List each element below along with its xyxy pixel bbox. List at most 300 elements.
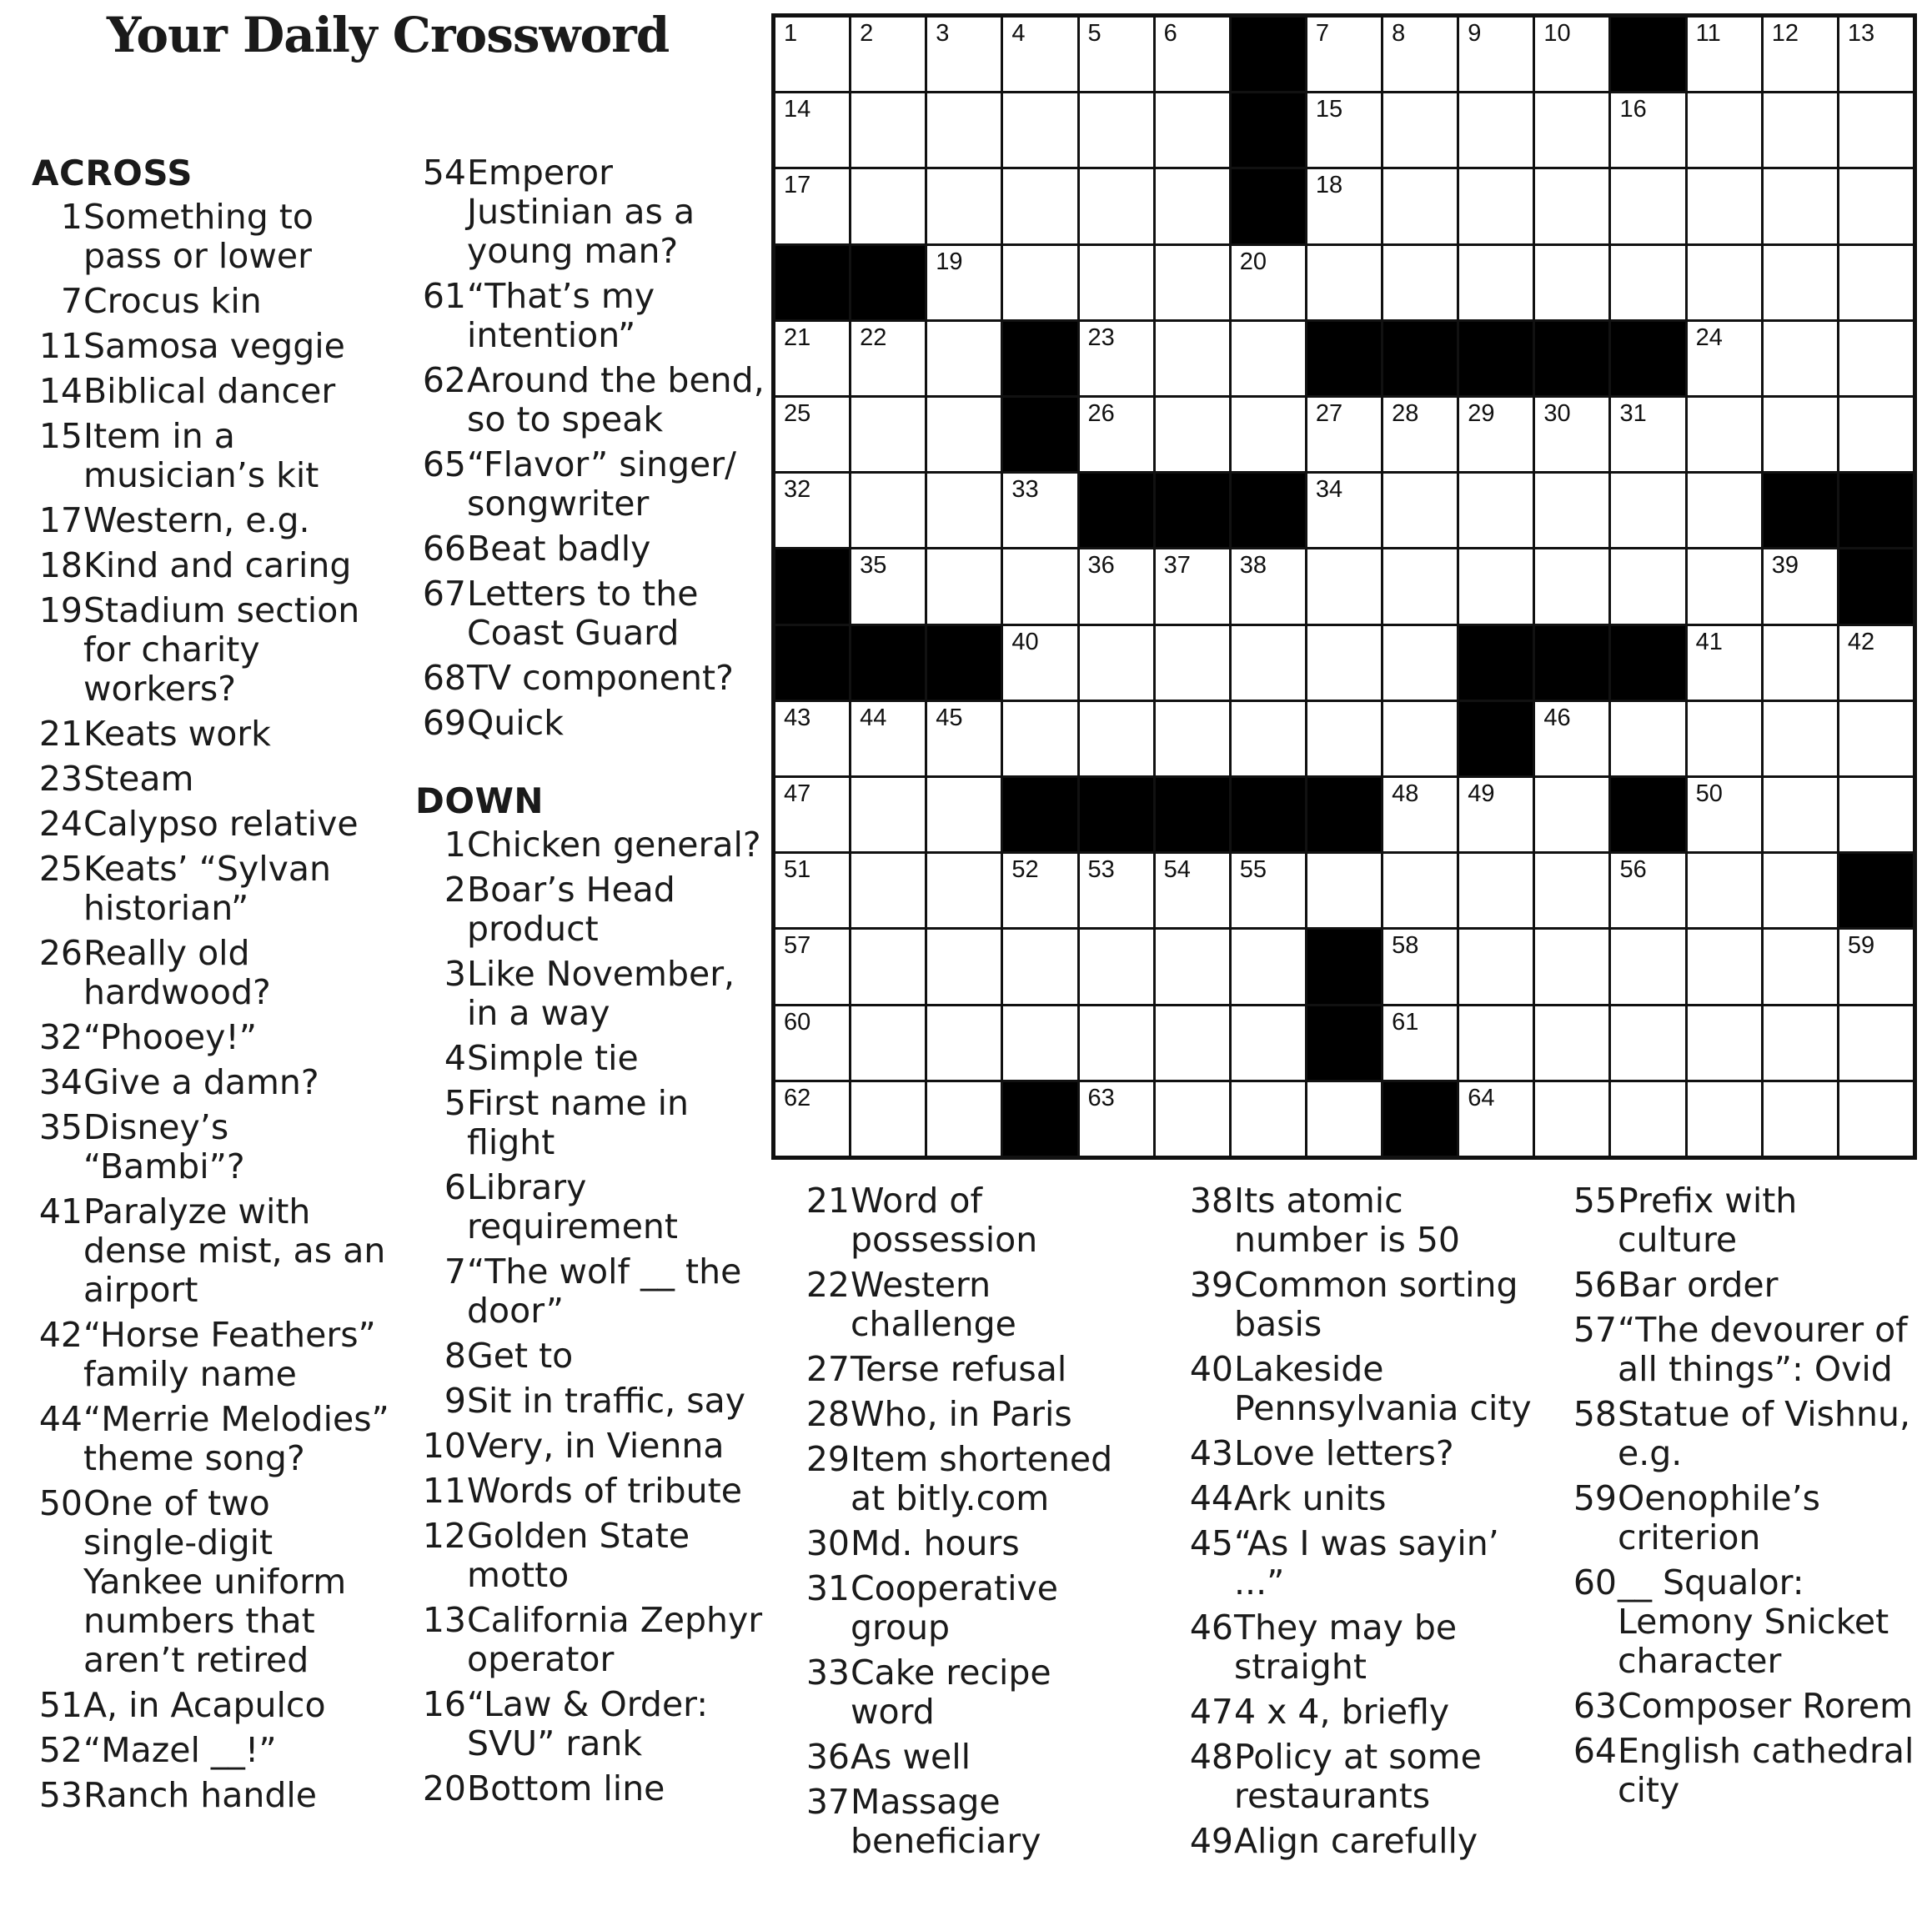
grid-cell[interactable]	[1307, 474, 1381, 547]
down-clue	[415, 1472, 765, 1511]
clue-number: 68	[422, 658, 466, 698]
grid-cell[interactable]	[1688, 930, 1761, 1003]
black-square	[927, 626, 1001, 700]
grid-cell[interactable]	[1080, 398, 1153, 471]
down-clue	[415, 1685, 765, 1763]
cell-number: 52	[1011, 856, 1039, 884]
grid-cell[interactable]	[1535, 778, 1608, 851]
grid-cell[interactable]	[1688, 322, 1761, 395]
grid-cell[interactable]	[1459, 1006, 1533, 1080]
grid-cell[interactable]	[1764, 854, 1837, 927]
grid-cell[interactable]	[1003, 702, 1076, 775]
grid-cell[interactable]	[1839, 1082, 1913, 1156]
grid-cell[interactable]	[1688, 702, 1761, 775]
grid-cell[interactable]	[775, 1082, 849, 1156]
grid-cell[interactable]	[1232, 322, 1305, 395]
across-clue	[32, 327, 390, 366]
grid-cell[interactable]	[1232, 702, 1305, 775]
grid-cell[interactable]	[1535, 1082, 1608, 1156]
grid-cell[interactable]	[1232, 930, 1305, 1003]
page-title: Your Daily Crossword	[107, 7, 670, 63]
grid-cell[interactable]	[1764, 18, 1837, 91]
black-square	[851, 626, 925, 700]
grid-cell[interactable]	[1611, 398, 1684, 471]
grid-cell[interactable]	[1688, 474, 1761, 547]
down-clue-list-a	[799, 1181, 1132, 1861]
grid-cell[interactable]	[1156, 930, 1229, 1003]
grid-cell[interactable]	[1535, 702, 1608, 775]
grid-cell[interactable]	[1003, 549, 1076, 623]
grid-cell[interactable]	[1383, 702, 1457, 775]
grid-cell[interactable]	[1688, 549, 1761, 623]
grid-cell[interactable]	[775, 1006, 849, 1080]
clue-text: Beat badly	[467, 529, 651, 569]
grid-cell[interactable]	[1307, 93, 1381, 167]
grid-cell[interactable]	[1459, 549, 1533, 623]
grid-cell[interactable]	[1535, 246, 1608, 319]
grid-cell[interactable]	[1459, 93, 1533, 167]
grid-cell[interactable]	[1383, 549, 1457, 623]
black-square	[1535, 626, 1608, 700]
grid-cell[interactable]	[1764, 93, 1837, 167]
down-clues-column-4	[1182, 1181, 1541, 1867]
down-clues-column-3	[799, 1181, 1132, 1867]
grid-cell[interactable]	[1307, 626, 1381, 700]
grid-cell[interactable]	[1080, 1082, 1153, 1156]
grid-cell[interactable]	[1080, 93, 1153, 167]
grid-cell[interactable]	[1232, 398, 1305, 471]
grid-cell[interactable]	[927, 854, 1001, 927]
black-square	[1383, 322, 1457, 395]
grid-cell[interactable]	[1003, 930, 1076, 1003]
across-clue	[32, 1192, 390, 1310]
across-clue	[415, 659, 765, 698]
grid-cell[interactable]	[1535, 854, 1608, 927]
grid-cell[interactable]	[1535, 398, 1608, 471]
grid-cell[interactable]	[1535, 930, 1608, 1003]
grid-cell[interactable]	[1688, 1082, 1761, 1156]
grid-cell[interactable]	[775, 854, 849, 927]
grid-cell[interactable]	[1383, 626, 1457, 700]
grid-cell[interactable]	[1535, 18, 1608, 91]
black-square	[775, 246, 849, 319]
grid-cell[interactable]	[1839, 1006, 1913, 1080]
grid-cell[interactable]	[1232, 1082, 1305, 1156]
grid-cell[interactable]	[1003, 18, 1076, 91]
black-square	[1383, 1082, 1457, 1156]
across-clue	[32, 591, 390, 709]
clue-number: 67	[422, 574, 466, 614]
grid-cell[interactable]	[851, 398, 925, 471]
grid-cell[interactable]	[1383, 930, 1457, 1003]
grid-cell[interactable]	[927, 169, 1001, 243]
grid-cell[interactable]	[1156, 93, 1229, 167]
grid-cell[interactable]	[927, 549, 1001, 623]
grid-cell[interactable]	[1232, 246, 1305, 319]
black-square	[1080, 474, 1153, 547]
grid-cell[interactable]	[1307, 854, 1381, 927]
grid-cell[interactable]	[1459, 854, 1533, 927]
cell-number: 40	[1011, 628, 1039, 655]
across-clue	[415, 277, 765, 355]
clue-number: 41	[38, 1191, 83, 1231]
cell-number: 10	[1543, 20, 1571, 47]
clue-number: 44	[1189, 1478, 1233, 1518]
grid-cell[interactable]	[1764, 1006, 1837, 1080]
cell-number: 60	[784, 1008, 811, 1036]
grid-cell[interactable]	[1003, 1006, 1076, 1080]
grid-cell[interactable]	[775, 322, 849, 395]
grid-cell[interactable]	[1839, 18, 1913, 91]
grid-cell[interactable]	[1080, 246, 1153, 319]
grid-cell[interactable]	[1383, 778, 1457, 851]
grid-cell[interactable]	[775, 93, 849, 167]
clue-text: “As I was sayin’ ...”	[1234, 1523, 1499, 1603]
clue-number: 17	[38, 500, 83, 540]
grid-cell[interactable]	[1764, 398, 1837, 471]
grid-cell[interactable]	[1688, 854, 1761, 927]
down-clue	[799, 1783, 1132, 1861]
grid-cell[interactable]	[1688, 626, 1761, 700]
grid-cell[interactable]	[927, 18, 1001, 91]
grid-cell[interactable]	[1156, 398, 1229, 471]
grid-cell[interactable]	[1839, 626, 1913, 700]
clue-text: English cathedral city	[1618, 1731, 1914, 1810]
grid-cell[interactable]	[1611, 702, 1684, 775]
grid-cell[interactable]	[851, 18, 925, 91]
grid-cell[interactable]	[1232, 1006, 1305, 1080]
clue-number: 7	[444, 1251, 466, 1292]
clue-text: “That’s my intention”	[467, 276, 655, 355]
grid-cell[interactable]	[775, 930, 849, 1003]
black-square	[1459, 322, 1533, 395]
clue-text: First name in flight	[467, 1083, 689, 1162]
clue-number: 1	[444, 825, 466, 865]
grid-cell[interactable]	[1156, 1082, 1229, 1156]
grid-cell[interactable]	[1232, 626, 1305, 700]
grid-cell[interactable]	[1156, 18, 1229, 91]
grid-cell[interactable]	[927, 702, 1001, 775]
grid-cell[interactable]	[851, 322, 925, 395]
grid-cell[interactable]	[927, 1006, 1001, 1080]
grid-cell[interactable]	[1459, 18, 1533, 91]
grid-cell[interactable]	[775, 18, 849, 91]
grid-cell[interactable]	[1459, 246, 1533, 319]
grid-cell[interactable]	[1080, 169, 1153, 243]
grid-cell[interactable]	[1611, 1006, 1684, 1080]
grid-cell[interactable]	[1459, 474, 1533, 547]
grid-cell[interactable]	[1839, 169, 1913, 243]
grid-cell[interactable]	[851, 702, 925, 775]
grid-cell[interactable]	[851, 169, 925, 243]
grid-cell[interactable]	[927, 93, 1001, 167]
grid-cell[interactable]	[927, 322, 1001, 395]
down-clue	[1182, 1693, 1541, 1732]
grid-cell[interactable]	[1688, 169, 1761, 243]
grid-cell[interactable]	[1156, 549, 1229, 623]
grid-cell[interactable]	[1307, 246, 1381, 319]
cell-number: 8	[1392, 20, 1406, 47]
clue-number: 25	[38, 849, 83, 889]
grid-cell[interactable]	[775, 398, 849, 471]
grid-cell[interactable]	[775, 702, 849, 775]
grid-cell[interactable]	[1611, 549, 1684, 623]
grid-cell[interactable]	[1003, 246, 1076, 319]
cell-number: 39	[1771, 552, 1799, 579]
grid-cell[interactable]	[1080, 549, 1153, 623]
grid-cell[interactable]	[1688, 1006, 1761, 1080]
grid-cell[interactable]	[1839, 246, 1913, 319]
grid-cell[interactable]	[1688, 778, 1761, 851]
grid-cell[interactable]	[1156, 246, 1229, 319]
cell-number: 47	[784, 780, 811, 807]
grid-cell[interactable]	[1307, 398, 1381, 471]
grid-cell[interactable]	[1839, 398, 1913, 471]
grid-cell[interactable]	[1003, 854, 1076, 927]
across-clue	[32, 1018, 390, 1057]
grid-cell[interactable]	[1839, 702, 1913, 775]
grid-cell[interactable]	[1764, 246, 1837, 319]
cell-number: 7	[1315, 20, 1330, 47]
down-clue	[1566, 1687, 1924, 1726]
grid-cell[interactable]	[1383, 474, 1457, 547]
grid-cell[interactable]	[1307, 549, 1381, 623]
grid-cell[interactable]	[1764, 930, 1837, 1003]
black-square	[1459, 626, 1533, 700]
grid-cell[interactable]	[1080, 322, 1153, 395]
grid-cell[interactable]	[851, 1006, 925, 1080]
clue-text: Around the bend, so to speak	[467, 360, 765, 439]
grid-cell[interactable]	[1535, 549, 1608, 623]
black-square	[1307, 930, 1381, 1003]
clue-text: They may be straight	[1234, 1608, 1458, 1687]
clue-text: Love letters?	[1234, 1433, 1454, 1473]
across-clue	[32, 715, 390, 754]
down-clue	[415, 1517, 765, 1595]
black-square	[1611, 18, 1684, 91]
grid-cell[interactable]	[851, 930, 925, 1003]
cell-number: 26	[1087, 399, 1115, 427]
grid-cell[interactable]	[1383, 246, 1457, 319]
grid-cell[interactable]	[1156, 854, 1229, 927]
cell-number: 57	[784, 932, 811, 960]
grid-cell[interactable]	[927, 930, 1001, 1003]
grid-cell[interactable]	[1307, 18, 1381, 91]
grid-cell[interactable]	[1156, 169, 1229, 243]
grid-cell[interactable]	[1232, 854, 1305, 927]
clue-text: Item in a musician’s kit	[83, 416, 319, 495]
across-clue	[32, 282, 390, 321]
grid-cell[interactable]	[1156, 626, 1229, 700]
grid-cell[interactable]	[1611, 854, 1684, 927]
grid-cell[interactable]	[1535, 1006, 1608, 1080]
grid-cell[interactable]	[1459, 930, 1533, 1003]
grid-cell[interactable]	[1383, 169, 1457, 243]
clue-number: 57	[1573, 1310, 1617, 1350]
grid-cell[interactable]	[1764, 778, 1837, 851]
grid-cell[interactable]	[1688, 18, 1761, 91]
clue-number: 30	[805, 1523, 850, 1563]
down-clue	[415, 1382, 765, 1421]
grid-cell[interactable]	[1535, 93, 1608, 167]
clue-text: Md. hours	[851, 1523, 1020, 1563]
grid-cell[interactable]	[1156, 702, 1229, 775]
grid-cell[interactable]	[1764, 1082, 1837, 1156]
clue-text: Cake recipe word	[851, 1653, 1051, 1732]
grid-cell[interactable]	[775, 778, 849, 851]
clue-number: 12	[422, 1516, 466, 1556]
grid-cell[interactable]	[1611, 474, 1684, 547]
grid-cell[interactable]	[1307, 1082, 1381, 1156]
grid-cell[interactable]	[851, 549, 925, 623]
clue-text: “Horse Feathers” family name	[83, 1315, 376, 1394]
grid-cell[interactable]	[851, 93, 925, 167]
grid-cell[interactable]	[927, 474, 1001, 547]
across-clue	[32, 501, 390, 540]
cell-number: 28	[1392, 399, 1419, 427]
grid-cell[interactable]	[1764, 322, 1837, 395]
grid-cell[interactable]	[927, 778, 1001, 851]
clue-number: 69	[422, 703, 466, 743]
cell-number: 12	[1771, 20, 1799, 47]
grid-cell[interactable]	[1080, 18, 1153, 91]
grid-cell[interactable]	[1383, 1006, 1457, 1080]
grid-cell[interactable]	[1080, 930, 1153, 1003]
cell-number: 18	[1315, 172, 1343, 199]
grid-cell[interactable]	[1003, 474, 1076, 547]
grid-cell[interactable]	[775, 474, 849, 547]
down-clue	[799, 1569, 1132, 1648]
clue-text: Get to	[467, 1336, 574, 1376]
grid-cell[interactable]	[1839, 778, 1913, 851]
grid-cell[interactable]	[927, 246, 1001, 319]
down-clue	[415, 1769, 765, 1808]
grid-cell[interactable]	[1383, 854, 1457, 927]
grid-cell[interactable]	[1307, 169, 1381, 243]
cell-number: 51	[784, 856, 811, 884]
grid-cell[interactable]	[1080, 1006, 1153, 1080]
grid-cell[interactable]	[1156, 1006, 1229, 1080]
cell-number: 24	[1695, 324, 1723, 351]
grid-cell[interactable]	[1611, 93, 1684, 167]
grid-cell[interactable]	[851, 1082, 925, 1156]
grid-cell[interactable]	[1611, 246, 1684, 319]
down-clue	[799, 1181, 1132, 1260]
grid-cell[interactable]	[1383, 93, 1457, 167]
grid-cell[interactable]	[851, 474, 925, 547]
grid-cell[interactable]	[1839, 930, 1913, 1003]
down-clue	[1566, 1479, 1924, 1557]
grid-cell[interactable]	[1383, 18, 1457, 91]
grid-cell[interactable]	[1003, 93, 1076, 167]
grid-cell[interactable]	[1080, 702, 1153, 775]
down-clue	[1182, 1350, 1541, 1428]
down-clue	[415, 1039, 765, 1078]
grid-cell[interactable]	[851, 854, 925, 927]
grid-cell[interactable]	[1003, 626, 1076, 700]
grid-cell[interactable]	[1383, 398, 1457, 471]
grid-cell[interactable]	[1764, 702, 1837, 775]
grid-cell[interactable]	[927, 1082, 1001, 1156]
across-clue	[32, 1400, 390, 1478]
clue-number: 27	[805, 1349, 850, 1389]
clue-number: 28	[805, 1394, 850, 1434]
grid-cell[interactable]	[1839, 322, 1913, 395]
across-clue	[32, 1063, 390, 1102]
grid-cell[interactable]	[1764, 169, 1837, 243]
cell-number: 15	[1315, 96, 1343, 123]
clue-number: 46	[1189, 1608, 1233, 1648]
clue-text: Quick	[467, 703, 564, 743]
across-clue	[415, 445, 765, 524]
clue-text: Ranch handle	[83, 1775, 317, 1815]
grid-cell[interactable]	[1688, 246, 1761, 319]
black-square	[1459, 702, 1533, 775]
clue-text: Prefix with culture	[1618, 1181, 1798, 1260]
clue-number: 60	[1573, 1562, 1617, 1603]
cell-number: 58	[1392, 932, 1419, 960]
grid-cell[interactable]	[1764, 626, 1837, 700]
grid-cell[interactable]	[1232, 549, 1305, 623]
grid-cell[interactable]	[1535, 474, 1608, 547]
clue-text: Something to pass or lower	[83, 197, 314, 276]
grid-cell[interactable]	[1459, 1082, 1533, 1156]
grid-cell[interactable]	[1459, 169, 1533, 243]
clue-text: Statue of Vishnu, e.g.	[1618, 1394, 1910, 1473]
clue-number: 62	[422, 360, 466, 400]
down-clue	[1182, 1822, 1541, 1861]
clue-text: Golden State motto	[467, 1516, 690, 1595]
clue-text: Very, in Vienna	[467, 1426, 725, 1466]
black-square	[1232, 169, 1305, 243]
across-clue-list-cont	[415, 153, 765, 743]
grid-cell[interactable]	[1080, 854, 1153, 927]
grid-cell[interactable]	[927, 398, 1001, 471]
grid-cell[interactable]	[1611, 169, 1684, 243]
grid-cell[interactable]	[1764, 549, 1837, 623]
down-clue	[799, 1440, 1132, 1518]
grid-cell[interactable]	[1003, 169, 1076, 243]
black-square	[1232, 93, 1305, 167]
black-square	[775, 549, 849, 623]
grid-cell[interactable]	[1459, 778, 1533, 851]
clue-text: Chicken general?	[467, 825, 761, 865]
grid-cell[interactable]	[1535, 169, 1608, 243]
grid-cell[interactable]	[1156, 322, 1229, 395]
cell-number: 3	[936, 20, 950, 47]
grid-cell[interactable]	[851, 778, 925, 851]
grid-cell[interactable]	[775, 169, 849, 243]
grid-cell[interactable]	[1307, 702, 1381, 775]
grid-cell[interactable]	[1459, 398, 1533, 471]
clue-text: Words of tribute	[467, 1471, 742, 1511]
grid-cell[interactable]	[1080, 626, 1153, 700]
clue-number: 64	[1573, 1731, 1617, 1771]
clue-number: 44	[38, 1399, 83, 1439]
grid-cell[interactable]	[1688, 398, 1761, 471]
cell-number: 49	[1468, 780, 1495, 807]
down-clue	[1566, 1181, 1924, 1260]
clue-number: 3	[444, 954, 466, 994]
crossword-grid	[771, 13, 1917, 1160]
across-clue-list	[32, 198, 390, 1815]
clue-text: “Mazel __!”	[83, 1730, 277, 1770]
clue-number: 23	[38, 759, 83, 799]
grid-cell[interactable]	[1611, 1082, 1684, 1156]
grid-cell[interactable]	[1688, 93, 1761, 167]
grid-cell[interactable]	[1611, 930, 1684, 1003]
grid-cell[interactable]	[1839, 93, 1913, 167]
